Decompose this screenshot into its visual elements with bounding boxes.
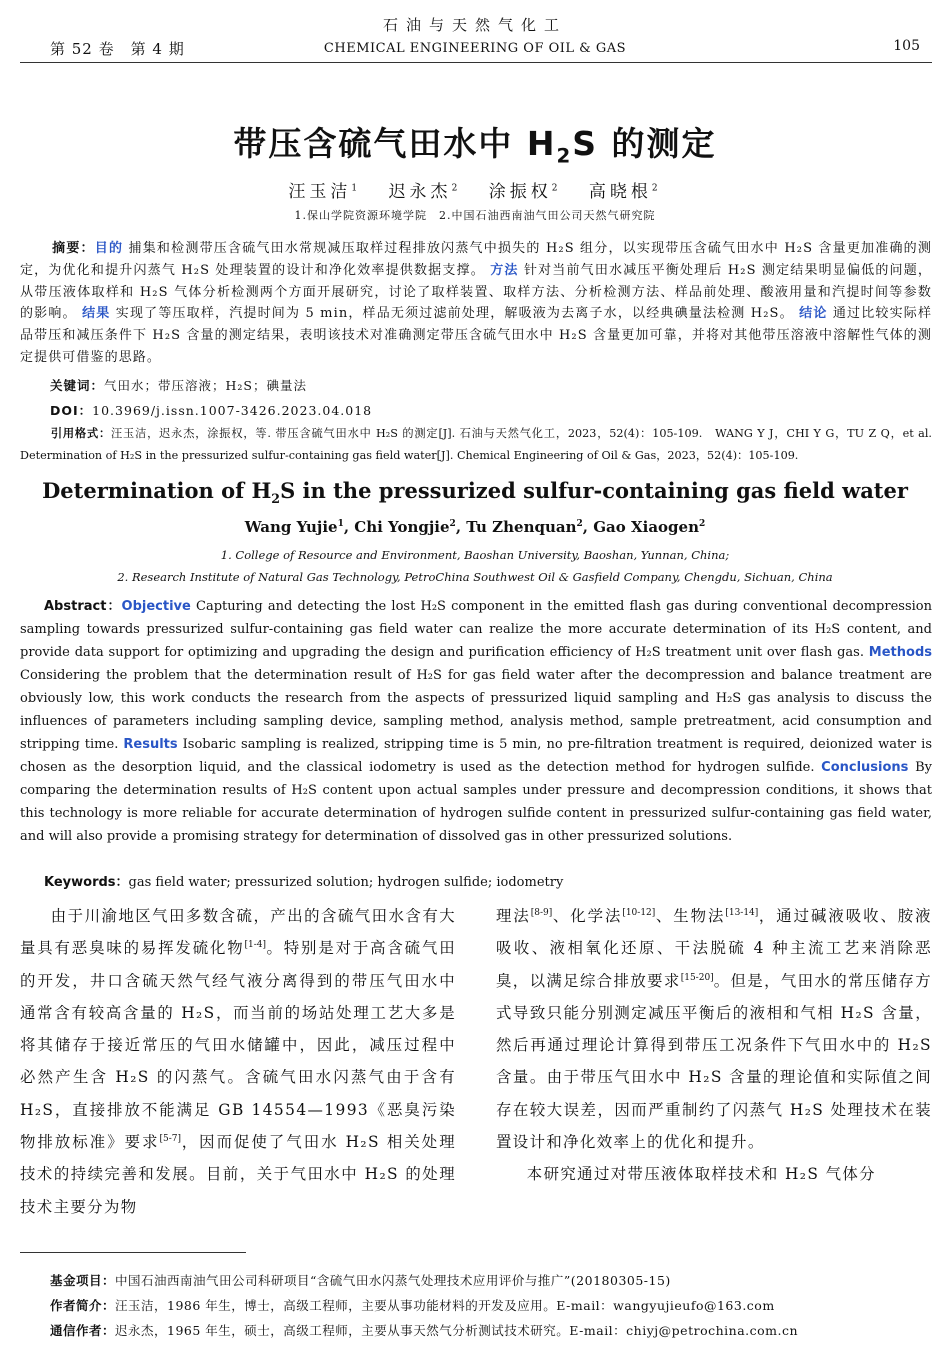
objective-text-cn: 捕集和检测带压含硫气田水常规减压取样过程排放闪蒸气中损失的 H₂S 组分，以实现带压含硫气田水中 H₂S 含量更加准确的测定，为优化和提升闪蒸气 H₂S 处理装置的设计和净化效率提供数据支撑。 (20, 241, 932, 278)
journal-name-en: CHEMICAL ENGINEERING OF OIL & GAS (323, 41, 627, 56)
abstract-en (20, 595, 932, 848)
author-list-en: Wang Yujie$^1$, Chi Yongjie$^2$, Tu Zhenquan$^2$, Gao Xiaogen$^2$ (244, 518, 706, 536)
body-paragraph: 本研究通过对带压液体取样技术和 H₂S 气体分 (526, 1165, 876, 1184)
footnote-fund: 基金项目：中国石油西南油气田公司科研项目“含硫气田水闪蒸气处理技术应用评价与推广”(20180305-15) (50, 1273, 671, 1288)
methods-label-cn: 方法 (490, 262, 519, 278)
author-en: Gao Xiaogen$^2$ (593, 518, 706, 536)
doi: DOI：10.3969/j.issn.1007-3426.2023.04.018 (50, 403, 373, 418)
author-en: Wang Yujie$^1$ (244, 518, 344, 536)
methods-text-en: Considering the problem that the determination result of H₂S for gas field water after the decompression and balance treatment are obviously low, this work conducts the research from the aspects of pressurized liquid sampling and H₂S gas analysis to discuss the influences of parameters including sampling device, sampling method, analysis method, sample pretreatment, acid consumption and stripping time. (20, 668, 932, 752)
objective-label-cn: 目的 (94, 241, 124, 256)
author-cn: 高晓根$^2$ (588, 182, 662, 202)
methods-label-en: Methods (868, 645, 932, 660)
citation-ref: [13-14] (725, 907, 759, 918)
page-number: 105 (893, 38, 920, 54)
results-text-en: Isobaric sampling is realized, stripping time is 5 min, no pre-filtration treatment is required, deionized water is chosen as the desorption liquid, and the classical iodometry is used as the detection method for hydrogen sulfide. (20, 737, 933, 775)
citation-ref: [5-7] (159, 1133, 182, 1144)
methods-text-cn: 针对当前气田水减压平衡处理后 H₂S 测定结果明显偏低的问题，从带压液体取样和 H₂S 气体分析检测两个方面开展研究，讨论了取样装置、取样方法、分析检测方法、样品前处理、酸液用量和汽提时间等参数的影响。 (20, 262, 933, 322)
results-text-cn: 实现了等压取样，汽提时间为 5 min，样品无须过滤前处理，解吸液为去离子水，以经典碘量法检测 H₂S。 (115, 306, 794, 322)
running-header-volume: 第 52 卷 第 4 期 (50, 40, 185, 58)
author-cn: 涂振权$^2$ (488, 182, 562, 202)
affiliation-en-1: 1. College of Resource and Environment, Baoshan University, Baoshan, Yunnan, China; (220, 548, 730, 562)
citation-ref: [8-9] (530, 907, 553, 918)
author-list-cn (0, 177, 950, 202)
body-column-left (20, 900, 456, 1223)
affiliations-cn: 1.保山学院资源环境学院 2.中国石油西南油气田公司天然气研究院 (294, 209, 656, 222)
objective-text-en: Capturing and detecting the lost H₂S component in the emitted flash gas during conventional decompression sampling towards pressurized sulfur-containing gas field water can realize the more accurate determination of its H₂S content, and provide data support for optimizing and upgrading the design and purification efficiency of H₂S treatment unit over flash gas. (20, 599, 932, 660)
footnote-author-bio: 作者简介：汪玉洁，1986 年生，博士，高级工程师，主要从事功能材料的开发及应用。E-mail：wangyujieufo@163.com (50, 1298, 775, 1313)
abstract-label-cn: 摘要： (52, 241, 95, 256)
author-cn: 汪玉洁$^1$ (288, 182, 362, 202)
abstract-cn (20, 238, 932, 369)
keywords-cn: 关键词：气田水；带压溶液；H₂S；碘量法 (50, 378, 307, 393)
citation-format: 引用格式：汪玉洁，迟永杰，涂振权，等. 带压含硫气田水中 H₂S 的测定[J]. 石油与天然气化工，2023，52(4)：105-109. WANG Y J，CHI Y G，TU Z Q，et al. Determination of H₂S in the pressurized sulfur-containing gas field water[J]. Chemical Engineering of Oil & Gas，2023，52(4)：105-109. (20, 427, 932, 462)
keywords-en: Keywords：gas field water; pressurized solution; hydrogen sulfide; iodometry (44, 875, 564, 890)
footnote-divider (20, 1252, 246, 1253)
citation-ref: [1-4] (244, 940, 267, 951)
author-cn: 迟永杰$^2$ (388, 182, 462, 202)
journal-name-cn: 石油与天然气化工 (382, 16, 567, 34)
body-paragraph: 理法[8-9]、化学法[10-12]、生物法[13-14]，通过碱液吸收、胺液吸收、液相氧化还原、干法脱硫 4 种主流工艺来消除恶臭，以满足综合排放要求[15-20]。但是，气田水的常压储存方式导致只能分别测定减压平衡后的液相和气相 H₂S 含量，然后再通过理论计算得到带压工况条件下气田水中的 H₂S 含量。由于带压气田水中 H₂S 含量的理论值和实际值之间存在较大误差，因而严重制约了闪蒸气 H₂S 处理技术在装置设计和净化效率上的优化和提升。 (496, 907, 932, 1152)
footnote-corresponding: 通信作者：迟永杰，1965 年生，硕士，高级工程师，主要从事天然气分析测试技术研究。E-mail：chiyj@petrochina.com.cn (50, 1323, 799, 1338)
objective-label-en: Objective (121, 599, 191, 614)
citation-ref: [15-20] (680, 972, 714, 983)
body-paragraph: 由于川渝地区气田多数含硫，产出的含硫气田水含有大量具有恶臭味的易挥发硫化物[1-4]。特别是对于高含硫气田的开发，井口含硫天然气经气液分离得到的带压气田水中通常含有较高含量的 H₂S，而当前的场站处理工艺大多是将其储存于接近常压的气田水储罐中，因此，减压过程中必然产生含 H₂S 的闪蒸气。含硫气田水闪蒸气由于含有 H₂S，直接排放不能满足 GB 14554—1993《恶臭污染物排放标准》要求[5-7]，因而促使了气田水 H₂S 相关处理技术的持续完善和发展。目前，关于气田水中 H₂S 的处理技术主要分为物 (20, 907, 456, 1216)
running-header-journal (0, 14, 950, 56)
affiliation-en-2: 2. Research Institute of Natural Gas Technology, PetroChina Southwest Oil & Gasfield Company, Chengdu, Sichuan, China (117, 570, 833, 584)
results-label-en: Results (123, 737, 178, 752)
citation-ref: [10-12] (622, 907, 656, 918)
body-column-right (496, 900, 932, 1191)
conclusions-label-cn: 结论 (799, 306, 828, 322)
author-en: Tu Zhenquan$^2$ (466, 518, 583, 536)
article-title-en: Determination of $H_2S$ in the pressurized sulfur-containing gas field water (42, 478, 908, 507)
conclusions-label-en: Conclusions (821, 760, 909, 775)
results-label-cn: 结果 (82, 306, 111, 322)
affiliations-en (0, 544, 950, 588)
header-divider (20, 62, 932, 63)
abstract-label-en: Abstract： (44, 599, 122, 614)
author-en: Chi Yongjie$^2$ (354, 518, 456, 536)
article-title-cn: 带压含硫气田水中 $H_2S$ 的测定 (233, 124, 717, 168)
conclusions-text-cn: 通过比较实际样品带压和减压条件下 H₂S 含量的测定结果，表明该技术对准确测定带压含硫气田水中 H₂S 含量更加可靠，并将对其他带压溶液中溶解性气体的测定提供可借鉴的思路。 (20, 306, 933, 365)
conclusions-text-en: By comparing the determination results of H₂S content upon actual samples under pressure and decompression conditions, it shows that this technology is more reliable for accurate determination of hydrogen sulfide content in pressurized sulfur-containing gas field water, and will also provide a promising strategy for determination of dissolved gas in other pressurized solutions. (20, 760, 932, 844)
